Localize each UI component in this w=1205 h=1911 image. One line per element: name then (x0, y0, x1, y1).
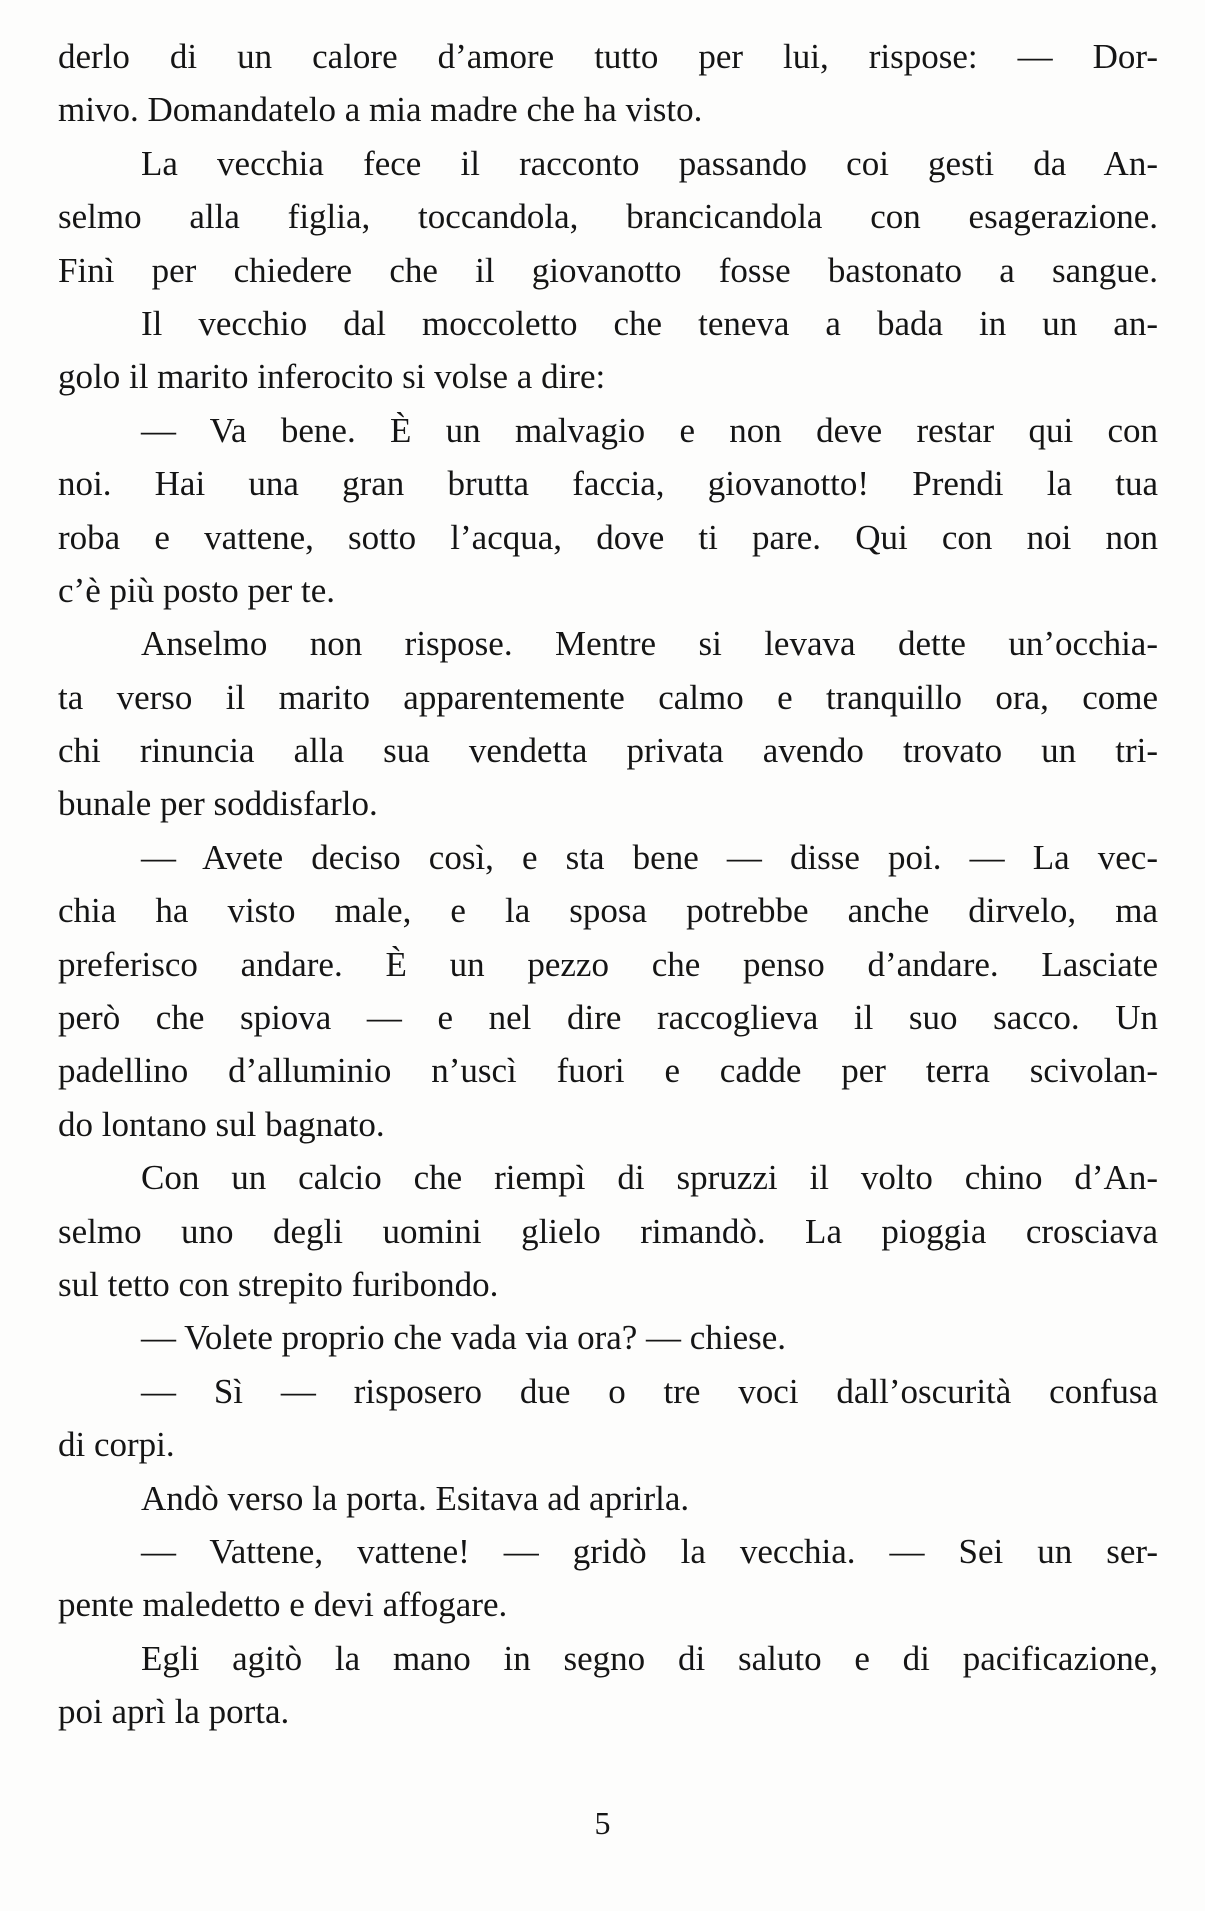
text-line: preferisco andare. È un pezzo che penso d’andare. Lasciate (58, 944, 1158, 984)
text-line: Anselmo non rispose. Mentre si levava dette un’occhia- (141, 624, 1158, 664)
text-line: — Sì — risposero due o tre voci dall’oscurità confusa (141, 1371, 1158, 1411)
text-line: Il vecchio dal moccoletto che teneva a bada in un an- (141, 303, 1158, 343)
text-line: La vecchia fece il racconto passando coi gesti da An- (141, 143, 1158, 183)
text-line: — Va bene. È un malvagio e non deve restar qui con (141, 410, 1158, 450)
page-number: 5 (594, 1805, 611, 1841)
text-line: do lontano sul bagnato. (58, 1104, 385, 1144)
text-line: poi aprì la porta. (58, 1692, 290, 1732)
text-line: mivo. Domandatelo a mia madre che ha visto. (58, 90, 703, 130)
text-line: derlo di un calore d’amore tutto per lui, rispose: — Dor- (58, 37, 1158, 76)
text-line: — Vattene, vattene! — gridò la vecchia. — Sei un ser- (141, 1531, 1158, 1571)
text-line: — Avete deciso così, e sta bene — disse poi. — La vec- (141, 837, 1158, 877)
text-line: Andò verso la porta. Esitava ad aprirla. (141, 1478, 690, 1518)
text-line: — Volete proprio che vada via ora? — chiese. (141, 1318, 787, 1358)
text-line: bunale per soddisfarlo. (58, 784, 378, 824)
text-line: Finì per chiedere che il giovanotto fosse bastonato a sangue. (58, 250, 1158, 290)
text-line: però che spiova — e nel dire raccoglieva il suo sacco. Un (58, 998, 1158, 1038)
text-line: selmo alla figlia, toccandola, brancicandola con esagerazione. (58, 197, 1158, 237)
body-text (58, 30, 1158, 1739)
text-line: c’è più posto per te. (58, 570, 335, 610)
text-line: Con un calcio che riempì di spruzzi il volto chino d’An- (141, 1158, 1158, 1198)
text-line: sul tetto con strepito furibondo. (58, 1264, 499, 1304)
text-line: pente maledetto e devi affogare. (58, 1585, 508, 1625)
text-line: chia ha visto male, e la sposa potrebbe anche dirvelo, ma (58, 891, 1158, 931)
text-line: roba e vattene, sotto l’acqua, dove ti pare. Qui con noi non (58, 517, 1158, 557)
text-line: golo il marito inferocito si volse a dire: (58, 357, 606, 397)
text-line: ta verso il marito apparentemente calmo e tranquillo ora, come (58, 677, 1158, 717)
text-line: noi. Hai una gran brutta faccia, giovanotto! Prendi la tua (58, 464, 1158, 504)
text-line: di corpi. (58, 1425, 175, 1465)
text-line: selmo uno degli uomini glielo rimandò. La pioggia crosciava (58, 1211, 1158, 1251)
text-line: padellino d’alluminio n’uscì fuori e cadde per terra scivolan- (58, 1051, 1158, 1091)
text-line: chi rinuncia alla sua vendetta privata avendo trovato un tri- (58, 731, 1158, 771)
text-line: Egli agitò la mano in segno di saluto e di pacificazione, (141, 1638, 1158, 1678)
